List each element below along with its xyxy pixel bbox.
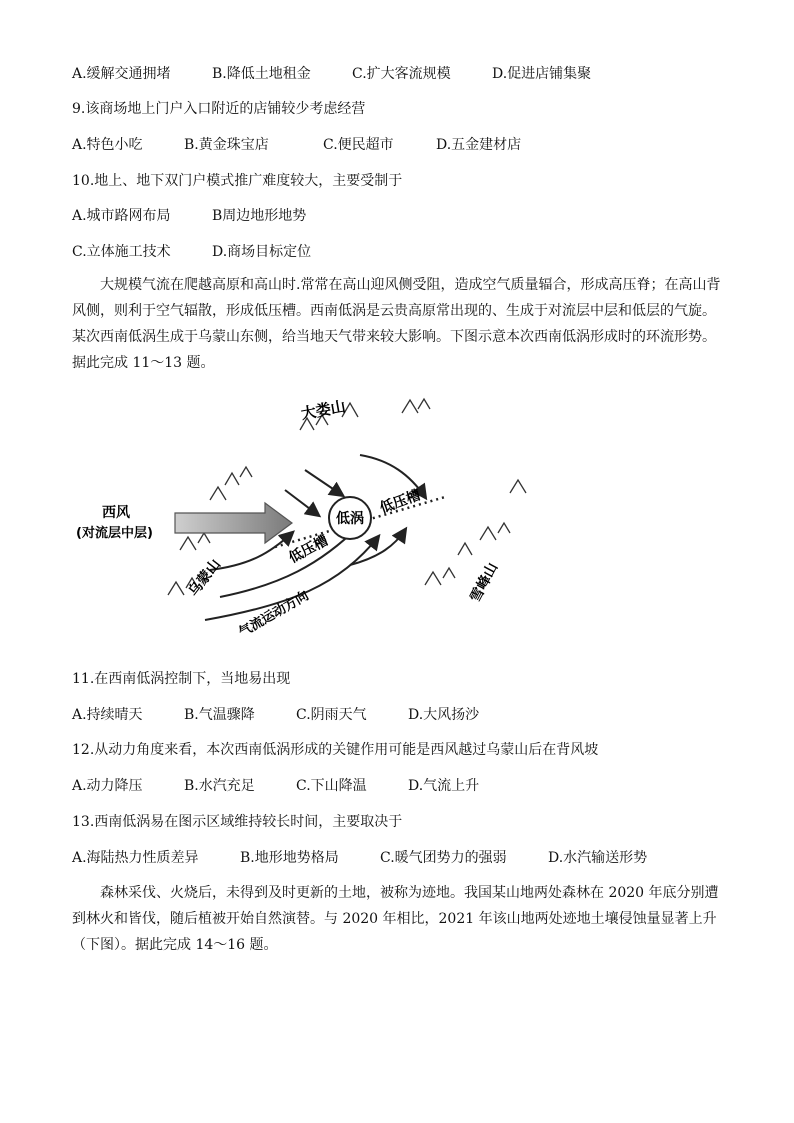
q13-stem: 13.西南低涡易在图示区域维持较长时间，主要取决于 xyxy=(72,814,403,830)
q11-stem: 11.在西南低涡控制下，当地易出现 xyxy=(72,671,291,687)
label-trough-left: 低压槽 xyxy=(286,532,331,567)
q10-option-c: C.立体施工技术 xyxy=(72,244,171,260)
label-low-vortex: 低涡 xyxy=(336,511,364,527)
q9-option-b: B.黄金珠宝店 xyxy=(184,137,269,153)
flow-arrow xyxy=(210,533,292,570)
passage-southwest-vortex: 大规模气流在爬越高原和高山时.常常在高山迎风侧受阻，造成空气质量辐合，形成高压脊；在高山背风侧，则利于空气辐散，形成低压槽。西南低涡是云贵高原常出现的、生成于对流层中层和低层的气旋。某次西南低涡生成于乌蒙山东侧，给当地天气带来较大影响。下图示意本次西南低涡形成时的环流形势。据此完成 11～13 题。 xyxy=(72,277,721,371)
label-trough-right: 低压槽 xyxy=(377,487,423,517)
q8-option-b: B.降低土地租金 xyxy=(212,66,311,82)
q12-stem: 12.从动力角度来看，本次西南低涡形成的关键作用可能是西风越过乌蒙山后在背风坡 xyxy=(72,742,599,758)
mountain-icon xyxy=(510,480,526,493)
flow-arrow xyxy=(305,470,342,495)
q10-option-a: A.城市路网布局 xyxy=(72,208,171,224)
label-daloushan: 大娄山 xyxy=(299,397,348,423)
q11-option-d: D.大风扬沙 xyxy=(408,707,480,723)
q13-option-a: A.海陆热力性质差异 xyxy=(72,850,199,866)
q9-option-c: C.便民超市 xyxy=(323,137,394,153)
q12-option-c: C.下山降温 xyxy=(296,778,367,794)
q9-option-d: D.五金建材店 xyxy=(436,137,522,153)
flow-arrow xyxy=(285,490,318,515)
circulation-diagram xyxy=(60,385,560,655)
mountain-icon xyxy=(402,399,430,413)
q13-option-b: B.地形地势格局 xyxy=(240,850,339,866)
q13-option-d: D.水汽输送形势 xyxy=(548,850,648,866)
mountain-icon xyxy=(225,467,252,485)
west-wind-arrow xyxy=(175,503,292,543)
q11-option-c: C.阴雨天气 xyxy=(296,707,367,723)
label-west-wind-layer: (对流层中层) xyxy=(76,526,153,541)
q11-option-b: B.气温骤降 xyxy=(184,707,255,723)
q12-option-a: A.动力降压 xyxy=(72,778,143,794)
mountain-icon xyxy=(458,543,472,555)
q9-option-a: A.特色小吃 xyxy=(72,137,143,153)
mountain-icon xyxy=(180,533,210,550)
q12-option-b: B.水汽充足 xyxy=(184,778,255,794)
mountain-icon xyxy=(480,523,510,540)
label-xuefengshan: 雪峰山 xyxy=(467,560,502,605)
q10-option-d: D.商场目标定位 xyxy=(212,244,312,260)
q12-option-d: D.气流上升 xyxy=(408,778,480,794)
q10-option-b: B周边地形地势 xyxy=(212,208,307,224)
label-west-wind: 西风 xyxy=(102,505,130,521)
q9-stem: 9.该商场地上门户入口附近的店铺较少考虑经营 xyxy=(72,101,366,117)
mountain-icon xyxy=(210,487,226,500)
q11-option-a: A.持续晴天 xyxy=(72,707,143,723)
passage-burned-land: 森林采伐、火烧后，未得到及时更新的土地，被称为迹地。我国某山地两处森林在 2020 年底分别遭到林火和皆伐，随后植被开始自然演替。与 2020 年相比，2021 年该山地两处迹地土壤侵蚀量显著上升（下图）。据此完成 14～16 题。 xyxy=(72,885,719,953)
label-wumengshan: 乌蒙山 xyxy=(185,556,225,600)
q8-option-c: C.扩大客流规模 xyxy=(352,66,451,82)
q13-option-c: C.暖气团势力的强弱 xyxy=(380,850,507,866)
q8-option-a: A.缓解交通拥堵 xyxy=(72,66,171,82)
mountain-icon xyxy=(425,568,455,585)
label-airflow-direction: 气流运动方向 xyxy=(236,588,312,641)
q8-option-d: D.促进店铺集聚 xyxy=(492,66,592,82)
q10-stem: 10.地上、地下双门户模式推广难度较大，主要受制于 xyxy=(72,173,403,189)
